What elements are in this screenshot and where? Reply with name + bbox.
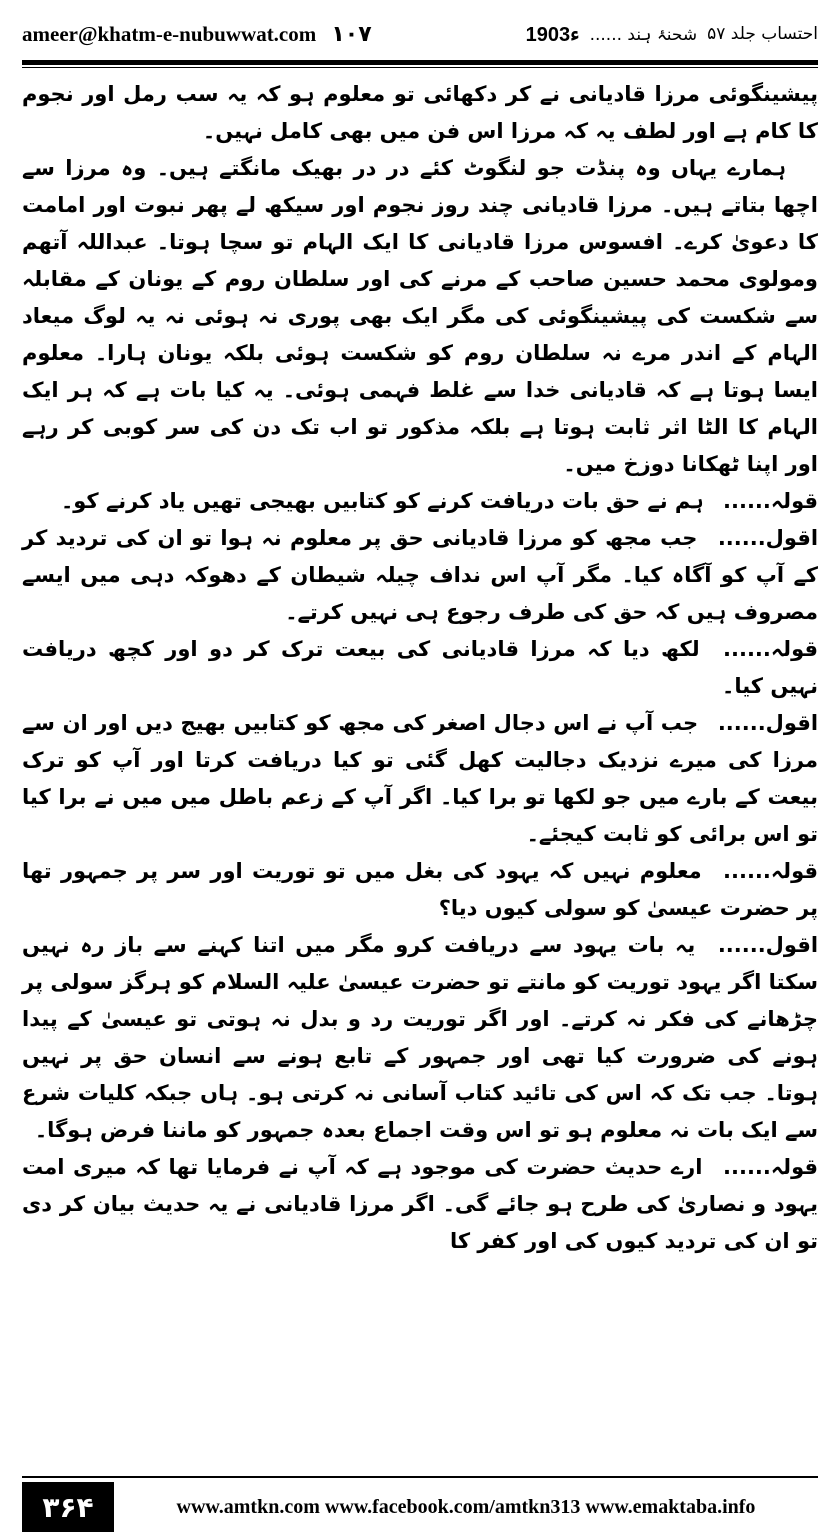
qaul-2 — [22, 631, 818, 705]
paragraph-1: پیشینگوئی مرزا قادیانی نے کر دکھائی تو معلوم ہو کہ یہ سب رمل اور نجوم کا کام ہے اور لطف یہ کہ مرزا اس فن میں بھی کامل نہیں۔ — [22, 82, 818, 143]
footer-divider — [22, 1476, 818, 1478]
footer-urls[interactable]: www.amtkn.com www.facebook.com/amtkn313 www.emaktaba.info — [176, 1495, 756, 1518]
header-email: ameer@khatm-e-nubuwwat.com — [22, 21, 317, 46]
aqool-label: اقول...... — [717, 933, 819, 957]
page-header — [22, 14, 818, 54]
qaul-text: ارے حدیث حضرت کی موجود ہے کہ آپ نے فرمایا تھا کہ میری امت یہود و نصاریٰ کی طرح ہو جائے گی۔ اگر مرزا قادیانی نے یہ حدیث بیان کر دی تو ان کی تردید کیوں کی اور کفر کا — [22, 1155, 818, 1253]
aqool-label: اقول...... — [717, 526, 819, 550]
page-body — [22, 76, 818, 1454]
aqool-3 — [22, 927, 818, 1149]
aqool-label: اقول...... — [717, 711, 819, 735]
header-divider-thick — [22, 60, 818, 65]
aqool-text: جب آپ نے اس دجال اصغر کی مجھ کو کتابیں بھیج دیں اور ان سے مرزا کی میرے نزدیک دجالیت کھل گئی تو کیا دریافت کرتا اور آپ کو ترک بیعت کے بارے میں جو لکھا تو برا کیا۔ اگر آپ کے زعم باطل میں میں نے برا کیا تو اس برائی کو ثابت کیجئے۔ — [22, 711, 818, 846]
aqool-text: جب مجھ کو مرزا قادیانی حق پر معلوم نہ ہوا تو ان کی تردید کر کے آپ کو آگاہ کیا۔ مگر آپ اس نداف چیلہ شیطان کے دھوکہ دہی میں ایسے مصروف ہیں کہ حق کی طرف رجوع ہی نہیں کرتے۔ — [22, 526, 818, 624]
qaul-label: قولہ...... — [723, 1155, 818, 1179]
footer-page-number: ۳۶۴ — [22, 1482, 114, 1532]
page-footer — [22, 1482, 818, 1532]
aqool-2 — [22, 705, 818, 853]
qaul-label: قولہ...... — [723, 859, 818, 883]
qaul-3 — [22, 853, 818, 927]
header-divider-thin — [22, 67, 818, 68]
aqool-1 — [22, 520, 818, 631]
paragraph-2: ہمارے یہاں وہ پنڈت جو لنگوٹ کئے در در بھیک مانگتے ہیں۔ وہ مرزا سے اچھا بتاتے ہیں۔ مرزا قادیانی چند روز نجوم اور سیکھ لے پھر نبوت اور امامت کا دعویٰ کرے۔ افسوس مرزا قادیانی کا ایک الہام تو سچا ہوتا۔ عبداللہ آتھم ومولوی محمد حسین صاحب کے مرنے کی اور سلطان روم کے یونان کے مقابلہ سے شکست کی پیشینگوئی کی مگر ایک بھی پوری نہ ہوئی نہ یہ لوگ میعاد الہام کے اندر مرے نہ سلطان روم کو شکست ہوئی بلکہ یونان ہارا۔ معلوم ایسا ہوتا ہے کہ قادیانی خدا سے غلط فہمی ہوئی۔ یہ کیا بات ہے کہ ہر ایک الہام کا الٹا اثر ثابت ہوتا ہے بلکہ مذکور تو اب تک دن کی سر کوبی کر رہے اور اپنا ٹھکانا دوزخ میں۔ — [22, 156, 818, 476]
qaul-4 — [22, 1149, 818, 1260]
header-year: 1903ء — [525, 23, 580, 46]
qaul-1 — [22, 483, 818, 520]
header-page-number: ۱۰۷ — [331, 21, 372, 47]
qaul-text: معلوم نہیں کہ یہود کی بغل میں تو توریت اور سر پر جمہور تھا پر حضرت عیسیٰ کو سولی کیوں دیا؟ — [22, 859, 818, 920]
header-left — [22, 22, 372, 47]
header-right — [526, 22, 818, 47]
qaul-label: قولہ...... — [723, 489, 818, 513]
qaul-text: ہم نے حق بات دریافت کرنے کو کتابیں بھیجی تھیں یاد کرنے کو۔ — [60, 489, 704, 513]
header-edition: شحنۂ ہند ...... — [589, 24, 698, 45]
qaul-text: لکھ دیا کہ مرزا قادیانی کی بیعت ترک کر دو اور کچھ دریافت نہیں کیا۔ — [22, 637, 818, 698]
header-book-title: احتساب جلد ۵۷ — [707, 24, 818, 44]
qaul-label: قولہ...... — [723, 637, 818, 661]
aqool-text: یہ بات یہود سے دریافت کرو مگر میں اتنا کہنے سے باز رہ نہیں سکتا اگر یہود توریت کو مانتے تو حضرت عیسیٰ علیہ السلام کو ہرگز سولی پر چڑھانے کی فکر نہ کرتے۔ اور اگر توریت رد و بدل نہ ہوتی تو عیسیٰ کے پیدا ہونے کی ضرورت کیا تھی اور جمہور کے تابع ہونے سے انسان حق پر نہیں ہوتا۔ جب تک کہ اس کی تائید کتاب آسانی نہ کرتی ہو۔ ہاں جبکہ کلیات شرع سے ایک بات نہ معلوم ہو تو اس وقت اجماع بعدہ جمہور کو ماننا فرض ہوگا۔ — [22, 933, 818, 1142]
